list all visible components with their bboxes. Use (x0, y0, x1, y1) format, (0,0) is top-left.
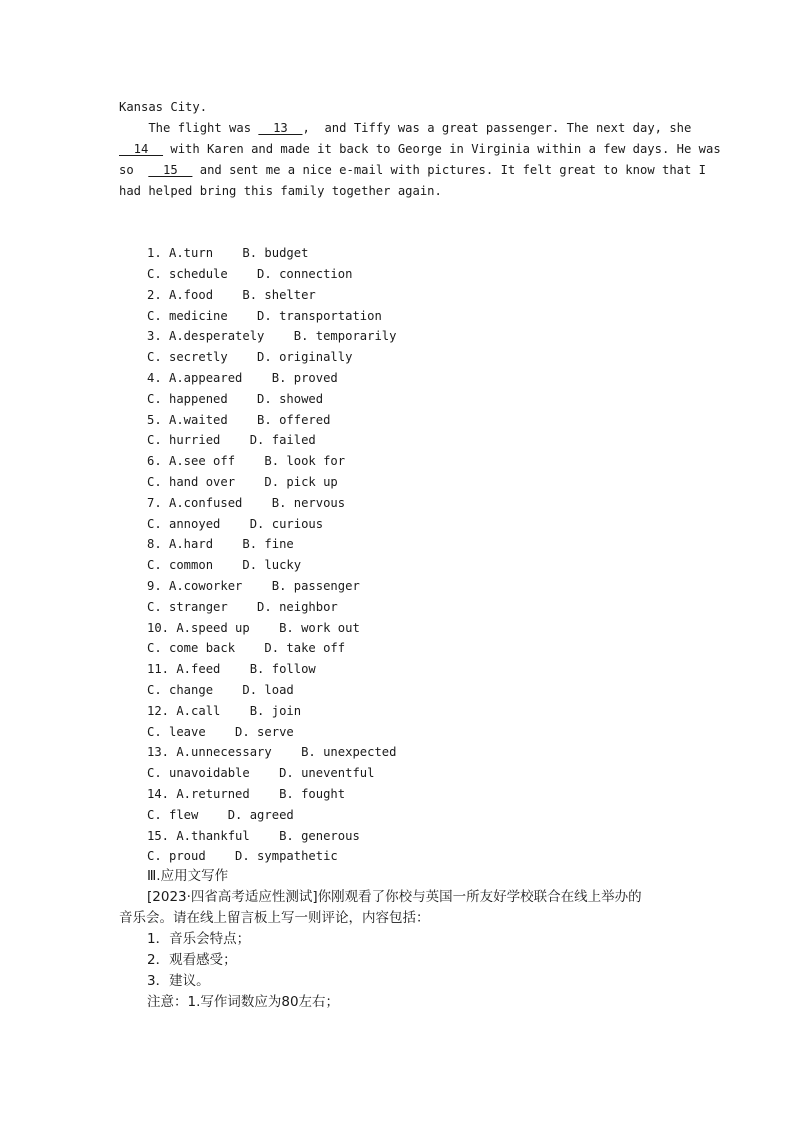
passage-text: , and Tiffy was a great passenger. The next day, she (302, 121, 692, 135)
option-row: 14. A.returned B. fought (147, 787, 346, 801)
passage-text: The flight was (119, 121, 259, 135)
option-row: 15. A.thankful B. generous (147, 829, 360, 843)
option-row: 11. A.feed B. follow (147, 662, 316, 676)
content-item: 2．观看感受； (147, 952, 237, 968)
option-row: C. unavoidable D. uneventful (147, 766, 375, 780)
option-row: C. happened D. showed (147, 392, 324, 406)
passage-line-4 (119, 160, 706, 180)
content-item: 1．音乐会特点； (147, 931, 251, 947)
content-item: 3．建议。 (147, 973, 210, 989)
option-row: C. medicine D. transportation (147, 309, 382, 323)
option-row: C. stranger D. neighbor (147, 600, 338, 614)
section-heading: Ⅲ.应用文写作 (147, 868, 229, 884)
option-row: 2. A.food B. shelter (147, 288, 316, 302)
option-row: C. come back D. take off (147, 641, 346, 655)
option-row: 13. A.unnecessary B. unexpected (147, 745, 397, 759)
writing-prompt: 音乐会。请在线上留言板上写一则评论，内容包括： (119, 910, 430, 926)
passage-text: and sent me a nice e-mail with pictures. It felt great to know that I (192, 163, 707, 177)
option-row: C. change D. load (147, 683, 294, 697)
option-row: C. flew D. agreed (147, 808, 294, 822)
option-row: C. leave D. serve (147, 725, 294, 739)
blank-15: __15__ (148, 163, 193, 177)
passage-line-2 (119, 118, 691, 138)
option-row: 9. A.coworker B. passenger (147, 579, 360, 593)
option-row: C. annoyed D. curious (147, 517, 324, 531)
passage-text: so (119, 163, 149, 177)
option-row: C. secretly D. originally (147, 350, 353, 364)
passage-line-5: had helped bring this family together again. (119, 184, 442, 198)
passage-line-3 (119, 139, 721, 159)
option-row: 10. A.speed up B. work out (147, 621, 360, 635)
blank-13: __13__ (258, 121, 303, 135)
option-row: C. common D. lucky (147, 558, 302, 572)
option-row: C. proud D. sympathetic (147, 849, 338, 863)
option-row: C. schedule D. connection (147, 267, 353, 281)
option-row: 7. A.confused B. nervous (147, 496, 346, 510)
option-row: 8. A.hard B. fine (147, 537, 294, 551)
option-row: C. hand over D. pick up (147, 475, 338, 489)
option-row: 5. A.waited B. offered (147, 413, 331, 427)
option-row: 12. A.call B. join (147, 704, 302, 718)
option-row: 1. A.turn B. budget (147, 246, 309, 260)
option-row: 4. A.appeared B. proved (147, 371, 338, 385)
option-row: 3. A.desperately B. temporarily (147, 329, 397, 343)
option-row: C. hurried D. failed (147, 433, 316, 447)
passage-text: with Karen and made it back to George in Virginia within a few days. He was (163, 142, 721, 156)
writing-prompt: [2023·四省高考适应性测试]你刚观看了你校与英国一所友好学校联合在线上举办的 (147, 889, 642, 905)
option-row: 6. A.see off B. look for (147, 454, 346, 468)
blank-14: __14__ (119, 142, 164, 156)
writing-note: 注意：1.写作词数应为80左右； (147, 994, 340, 1010)
passage-line-1: Kansas City. (119, 100, 208, 114)
